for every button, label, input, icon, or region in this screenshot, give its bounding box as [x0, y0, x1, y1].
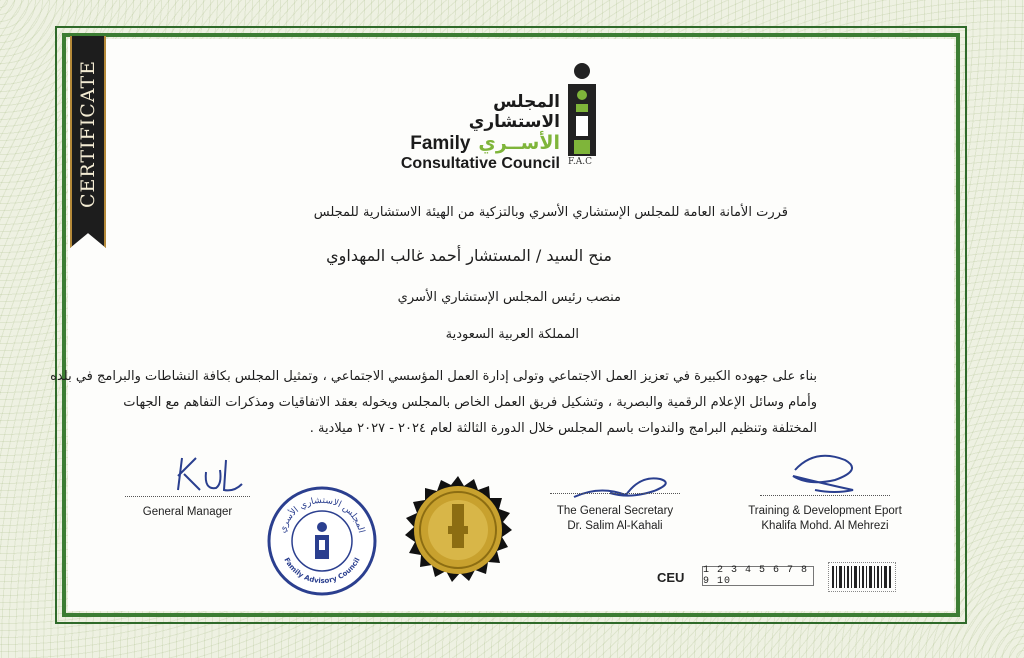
body-line-1: بناء على جهوده الكبيرة في تعزيز العمل الاجتماعي وتولى إدارة العمل المؤسسي الاجتماعي ، وتمثيل المجلس بكافة النشاطات والبرامج في بلده [50, 369, 817, 384]
ceu-label: CEU [657, 570, 685, 585]
svg-text:المجلس الاستشاري الأسري: المجلس الاستشاري الأسري [277, 495, 367, 535]
position-title: منصب رئيس المجلس الإستشاري الأسري [397, 290, 621, 305]
logo-family: Family [410, 133, 471, 154]
svg-text:Family Advisory Council: Family Advisory Council [282, 556, 362, 586]
barcode-icon [828, 562, 896, 592]
ribbon-text: CERTIFICATE [77, 59, 100, 208]
training-title: Training & Development Eport [748, 505, 902, 517]
council-logo-text [400, 92, 560, 173]
secretary-signature [570, 465, 680, 505]
secretary-name: Dr. Salim Al-Kahali [567, 520, 663, 532]
secretary-title: The General Secretary [556, 505, 674, 517]
council-logo-icon [564, 62, 600, 158]
recipient-name: منح السيد / المستشار أحمد غالب المهداوي [326, 246, 612, 265]
council-stamp [266, 485, 378, 597]
training-name: Khalifa Mohd. Al Mehrezi [761, 520, 889, 532]
training-signature [775, 450, 875, 500]
general-manager-signature [160, 450, 250, 500]
general-manager-line [125, 496, 250, 497]
body-line-2: وأمام وسائل الإعلام الرقمية والبصرية ، وتشكيل فريق العمل الخاص بالمجلس ويخوله بعقد الاتفاقيات ومذكرات التفاهم مع الجهات [123, 395, 817, 410]
logo-arabic-line1: المجلس الاستشاري [468, 92, 560, 132]
country-name: المملكة العربية السعودية [445, 327, 579, 342]
general-manager-label: General Manager [142, 506, 233, 518]
ceu-number: 1 2 3 4 5 6 7 8 9 10 [702, 566, 814, 586]
barcode-bars [832, 566, 892, 588]
training-line [760, 495, 890, 496]
logo-council: Consultative Council [400, 155, 560, 172]
secretary-line [550, 493, 680, 494]
intro-text: قررت الأمانة العامة للمجلس الإستشاري الأسري وبالتزكية من الهيئة الاستشارية للمجلس [313, 205, 788, 220]
body-line-3: المختلفة وتنظيم البرامج والندوات باسم المجلس خلال الدورة الثالثة لعام ٢٠٢٤ - ٢٠٢٧ ميلادية . [309, 421, 817, 436]
gold-seal-icon [398, 474, 518, 594]
logo-arabic-line2: الأســري [478, 132, 560, 154]
logo-abbreviation: F.A.C [568, 157, 592, 167]
